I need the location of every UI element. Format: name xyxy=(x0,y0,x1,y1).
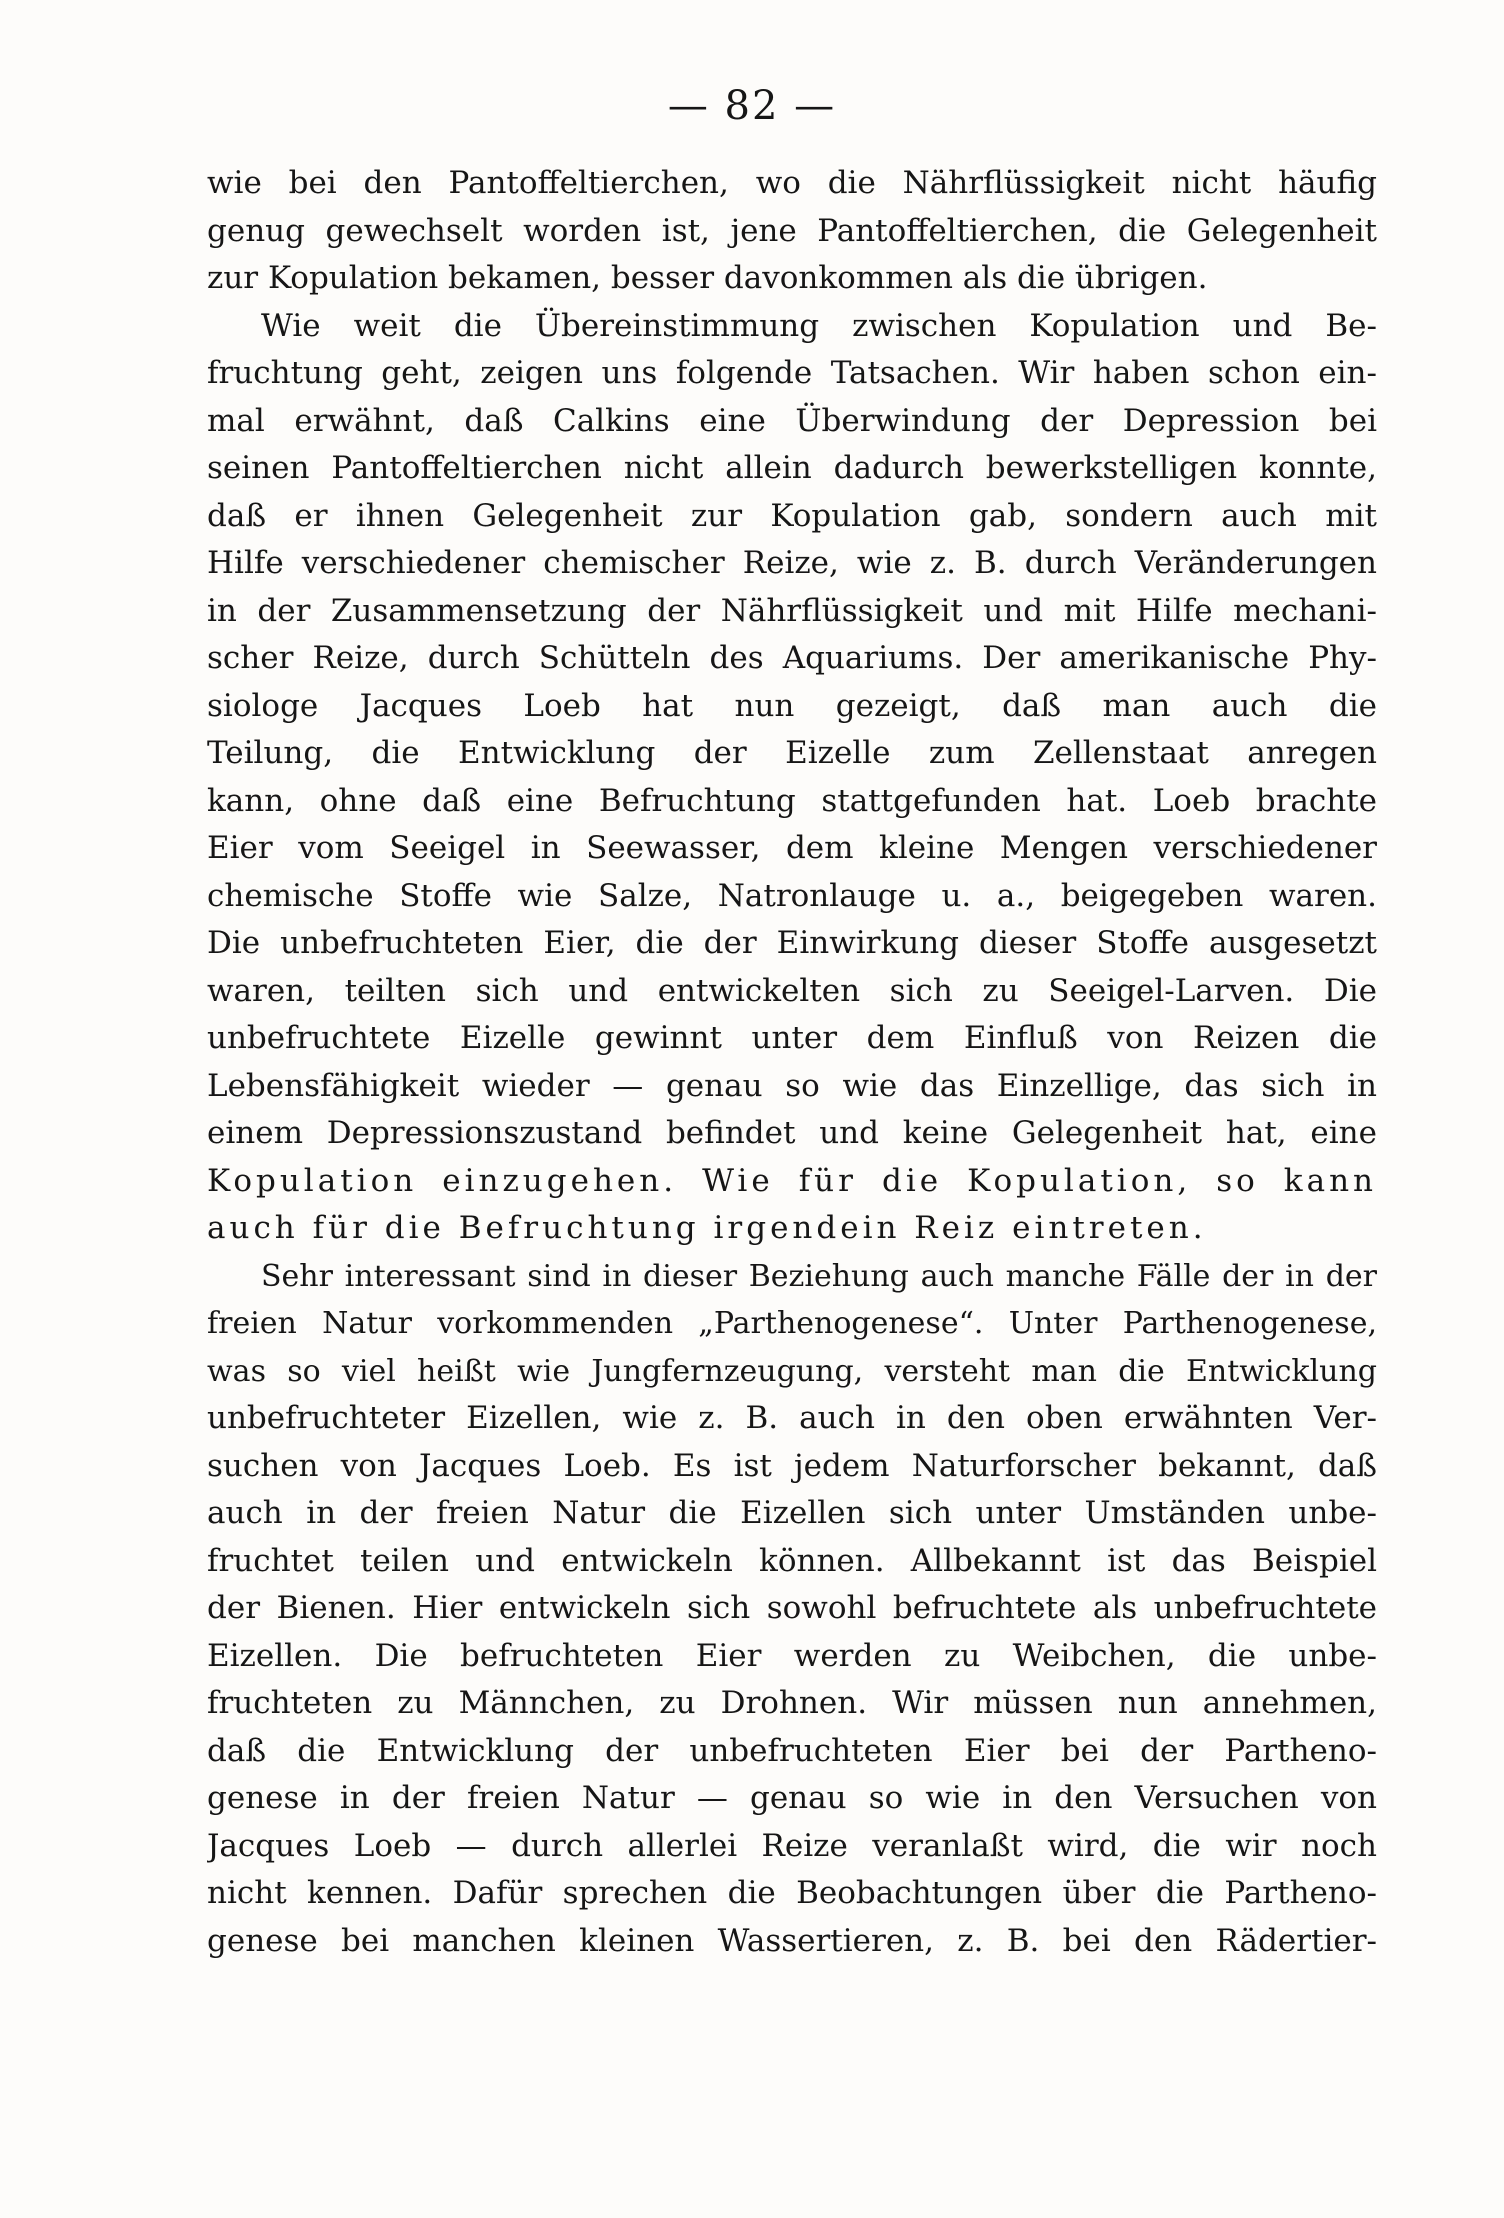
body-text xyxy=(207,160,1377,1965)
text-line: Eizellen. Die befruchteten Eier werden zu Weibchen, die unbe- xyxy=(207,1637,1377,1674)
text-line: was so viel heißt wie Jungfernzeugung, versteht man die Entwicklung xyxy=(207,1353,1377,1389)
spaced-emphasis-line: Kopulation einzugehen. Wie für die Kopulation, so kann xyxy=(207,1162,1377,1199)
text-line: fruchteten zu Männchen, zu Drohnen. Wir müssen nun annehmen, xyxy=(207,1685,1377,1721)
text-line: Eier vom Seeigel in Seewasser, dem kleine Mengen verschiedener xyxy=(207,830,1377,866)
text-line: daß er ihnen Gelegenheit zur Kopulation gab, sondern auch mit xyxy=(207,497,1377,534)
text-line: kann, ohne daß eine Befruchtung stattgefunden hat. Loeb brachte xyxy=(207,782,1377,819)
spaced-emphasis-line: auch für die Befruchtung irgendein Reiz eintreten. xyxy=(207,1210,1207,1246)
text-line: nicht kennen. Dafür sprechen die Beobachtungen über die Partheno- xyxy=(207,1875,1377,1911)
text-line: zur Kopulation bekamen, besser davonkommen als die übrigen. xyxy=(207,260,1208,296)
text-line: genese bei manchen kleinen Wassertieren, z. B. bei den Rädertier- xyxy=(207,1922,1377,1959)
text-line: daß die Entwicklung der unbefruchteten Eier bei der Partheno- xyxy=(207,1732,1377,1769)
text-line: Teilung, die Entwicklung der Eizelle zum Zellenstaat anregen xyxy=(207,735,1377,771)
text-line: unbefruchteter Eizellen, wie z. B. auch in den oben erwähnten Ver- xyxy=(207,1400,1377,1436)
text-line: chemische Stoffe wie Salze, Natronlauge u. a., beigegeben waren. xyxy=(207,877,1377,914)
text-line: fruchtet teilen und entwickeln können. Allbekannt ist das Beispiel xyxy=(207,1542,1377,1579)
paragraph-start-line: Wie weit die Übereinstimmung zwischen Kopulation und Be- xyxy=(261,307,1377,344)
text-line: fruchtung geht, zeigen uns folgende Tatsachen. Wir haben schon ein- xyxy=(207,355,1377,391)
text-line: genug gewechselt worden ist, jene Pantoffeltierchen, die Gelegenheit xyxy=(207,212,1377,249)
page-number: — 82 — xyxy=(667,83,837,129)
text-line: einem Depressionszustand befindet und keine Gelegenheit hat, eine xyxy=(207,1115,1377,1151)
text-line: unbefruchtete Eizelle gewinnt unter dem Einfluß von Reizen die xyxy=(207,1020,1377,1056)
text-line: der Bienen. Hier entwickeln sich sowohl befruchtete als unbefruchtete xyxy=(207,1590,1377,1626)
text-line: siologe Jacques Loeb hat nun gezeigt, daß man auch die xyxy=(207,687,1377,724)
text-line: Lebensfähigkeit wieder — genau so wie das Einzellige, das sich in xyxy=(207,1067,1377,1104)
text-line: waren, teilten sich und entwickelten sich zu Seeigel-Larven. Die xyxy=(207,972,1377,1009)
text-line: scher Reize, durch Schütteln des Aquariums. Der amerikanische Phy- xyxy=(207,640,1377,676)
text-line: freien Natur vorkommenden „Parthenogenese“. Unter Parthenogenese, xyxy=(207,1306,1377,1341)
text-line: seinen Pantoffeltierchen nicht allein dadurch bewerkstelligen konnte, xyxy=(207,450,1377,486)
text-line: auch in der freien Natur die Eizellen sich unter Umständen unbe- xyxy=(207,1495,1377,1531)
text-line: Die unbefruchteten Eier, die der Einwirkung dieser Stoffe ausgesetzt xyxy=(207,925,1377,961)
text-line: wie bei den Pantoffeltierchen, wo die Nährflüssigkeit nicht häufig xyxy=(207,165,1377,201)
paragraph-start-line: Sehr interessant sind in dieser Beziehung auch manche Fälle der in der xyxy=(261,1258,1377,1294)
text-line: genese in der freien Natur — genau so wie in den Versuchen von xyxy=(207,1780,1377,1816)
text-line: suchen von Jacques Loeb. Es ist jedem Naturforscher bekannt, daß xyxy=(207,1447,1377,1484)
text-line: in der Zusammensetzung der Nährflüssigkeit und mit Hilfe mechani- xyxy=(207,592,1377,629)
text-line: Jacques Loeb — durch allerlei Reize veranlaßt wird, die wir noch xyxy=(207,1827,1377,1864)
text-line: mal erwähnt, daß Calkins eine Überwindung der Depression bei xyxy=(207,402,1377,439)
text-line: Hilfe verschiedener chemischer Reize, wie z. B. durch Veränderungen xyxy=(207,545,1377,581)
